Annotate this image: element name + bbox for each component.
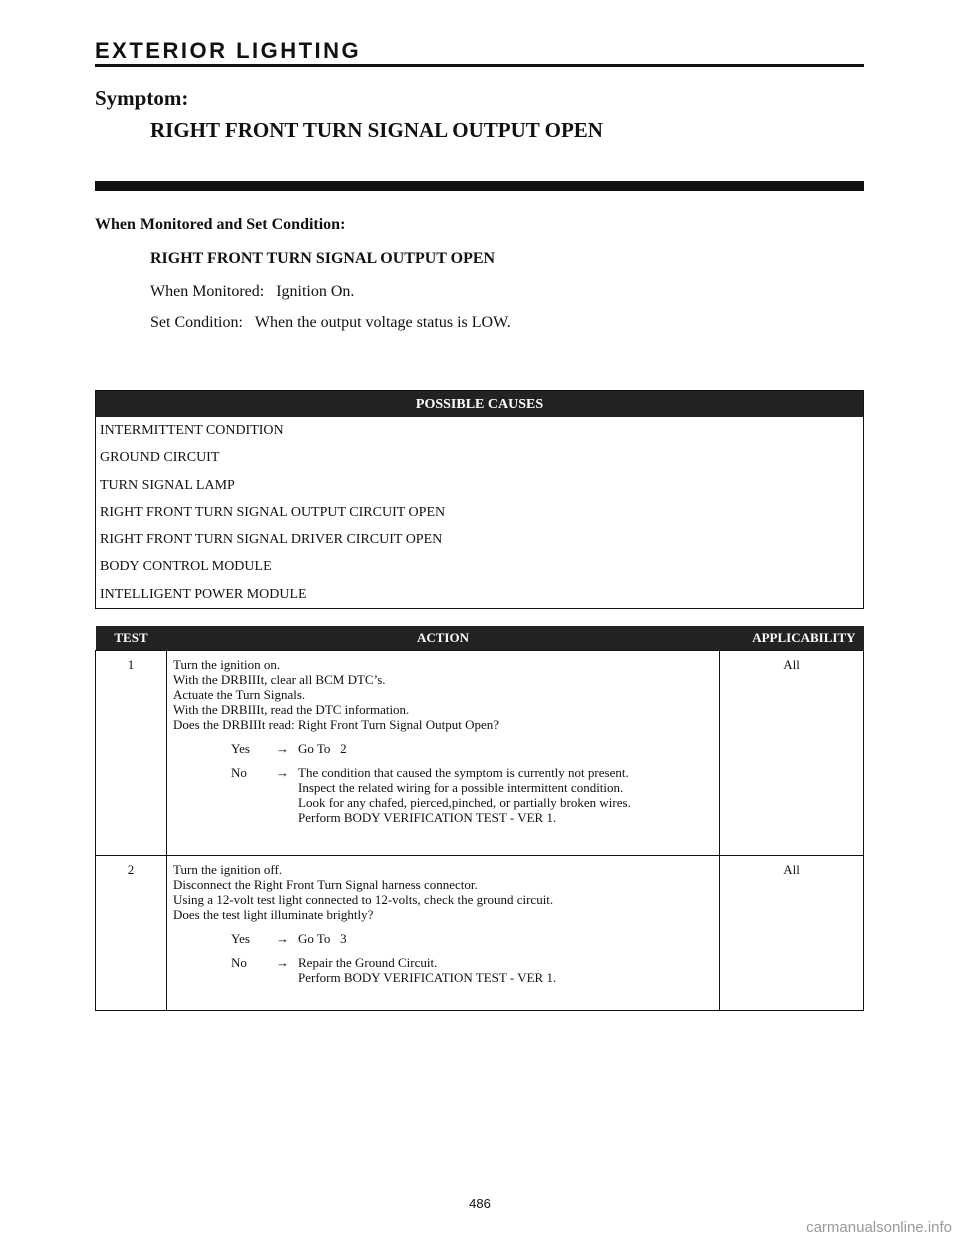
yes-result — [173, 931, 713, 946]
condition-title: RIGHT FRONT TURN SIGNAL OUTPUT OPEN — [150, 250, 496, 267]
action-line: Does the DRBIIIt read: Right Front Turn Signal Output Open? — [173, 717, 500, 732]
symptom-label: Symptom: — [95, 86, 189, 110]
possible-causes-heading: POSSIBLE CAUSES — [96, 391, 863, 417]
action-line: Using a 12-volt test light connected to 12-volts, check the ground circuit. — [173, 892, 554, 907]
cause-item: BODY CONTROL MODULE — [100, 559, 272, 575]
header-action: ACTION — [167, 626, 720, 651]
action-line: Turn the ignition on. — [173, 657, 281, 672]
watermark: carmanualsonline.info — [806, 1219, 952, 1236]
table-row — [96, 856, 864, 1011]
cause-item: GROUND CIRCUIT — [100, 450, 220, 466]
arrow-icon: → — [276, 741, 289, 756]
action-line: With the DRBIIIt, read the DTC information. — [173, 702, 410, 717]
cause-item: INTELLIGENT POWER MODULE — [100, 586, 307, 602]
no-line: Look for any chafed, pierced,pinched, or partially broken wires. — [298, 795, 631, 810]
when-monitored-line: When Monitored: Ignition On. — [150, 283, 355, 300]
possible-causes-box — [95, 390, 864, 609]
test-number: 2 — [96, 856, 167, 1011]
yes-label: Yes — [231, 741, 250, 756]
test-number: 1 — [96, 651, 167, 856]
arrow-icon: → — [276, 931, 289, 946]
test-table — [95, 626, 864, 1011]
test-applicability: All — [720, 651, 864, 856]
no-line: Inspect the related wiring for a possible intermittent condition. — [298, 780, 624, 795]
header-rule — [95, 64, 864, 67]
test-table-header — [96, 626, 864, 651]
test-applicability: All — [720, 856, 864, 1011]
header-test: TEST — [96, 626, 167, 651]
section-header: EXTERIOR LIGHTING — [95, 38, 362, 63]
cause-item: INTERMITTENT CONDITION — [100, 423, 284, 438]
no-result — [173, 955, 713, 985]
header-applicability: APPLICABILITY — [720, 626, 864, 651]
no-text — [298, 765, 713, 825]
test-action — [167, 856, 720, 1011]
action-line: Disconnect the Right Front Turn Signal harness connector. — [173, 877, 478, 892]
cause-item: RIGHT FRONT TURN SIGNAL OUTPUT CIRCUIT OPEN — [100, 504, 446, 520]
cause-item: RIGHT FRONT TURN SIGNAL DRIVER CIRCUIT OPEN — [100, 532, 443, 548]
no-label: No — [231, 765, 247, 780]
test-action — [167, 651, 720, 856]
no-line: Perform BODY VERIFICATION TEST - VER 1. — [298, 970, 557, 985]
monitored-heading: When Monitored and Set Condition: — [95, 216, 346, 233]
no-line: Repair the Ground Circuit. — [298, 955, 438, 970]
table-row — [96, 651, 864, 856]
arrow-icon: → — [276, 765, 289, 780]
set-condition-line: Set Condition: When the output voltage status is LOW. — [150, 314, 511, 331]
no-result — [173, 765, 713, 825]
action-line: Does the test light illuminate brightly? — [173, 907, 374, 922]
no-line: The condition that caused the symptom is currently not present. — [298, 765, 629, 780]
yes-text: Go To 3 — [298, 931, 347, 946]
arrow-icon: → — [276, 955, 289, 970]
no-text — [298, 955, 713, 985]
yes-label: Yes — [231, 931, 250, 946]
action-line: With the DRBIIIt, clear all BCM DTC’s. — [173, 672, 386, 687]
symptom-title: RIGHT FRONT TURN SIGNAL OUTPUT OPEN — [150, 118, 603, 142]
divider-bar — [95, 181, 864, 191]
page-number: 486 — [469, 1196, 491, 1211]
no-line: Perform BODY VERIFICATION TEST - VER 1. — [298, 810, 557, 825]
no-label: No — [231, 955, 247, 970]
action-line: Actuate the Turn Signals. — [173, 687, 306, 702]
yes-result — [173, 741, 713, 756]
yes-text: Go To 2 — [298, 741, 347, 756]
cause-item: TURN SIGNAL LAMP — [100, 477, 235, 493]
action-line: Turn the ignition off. — [173, 862, 283, 877]
